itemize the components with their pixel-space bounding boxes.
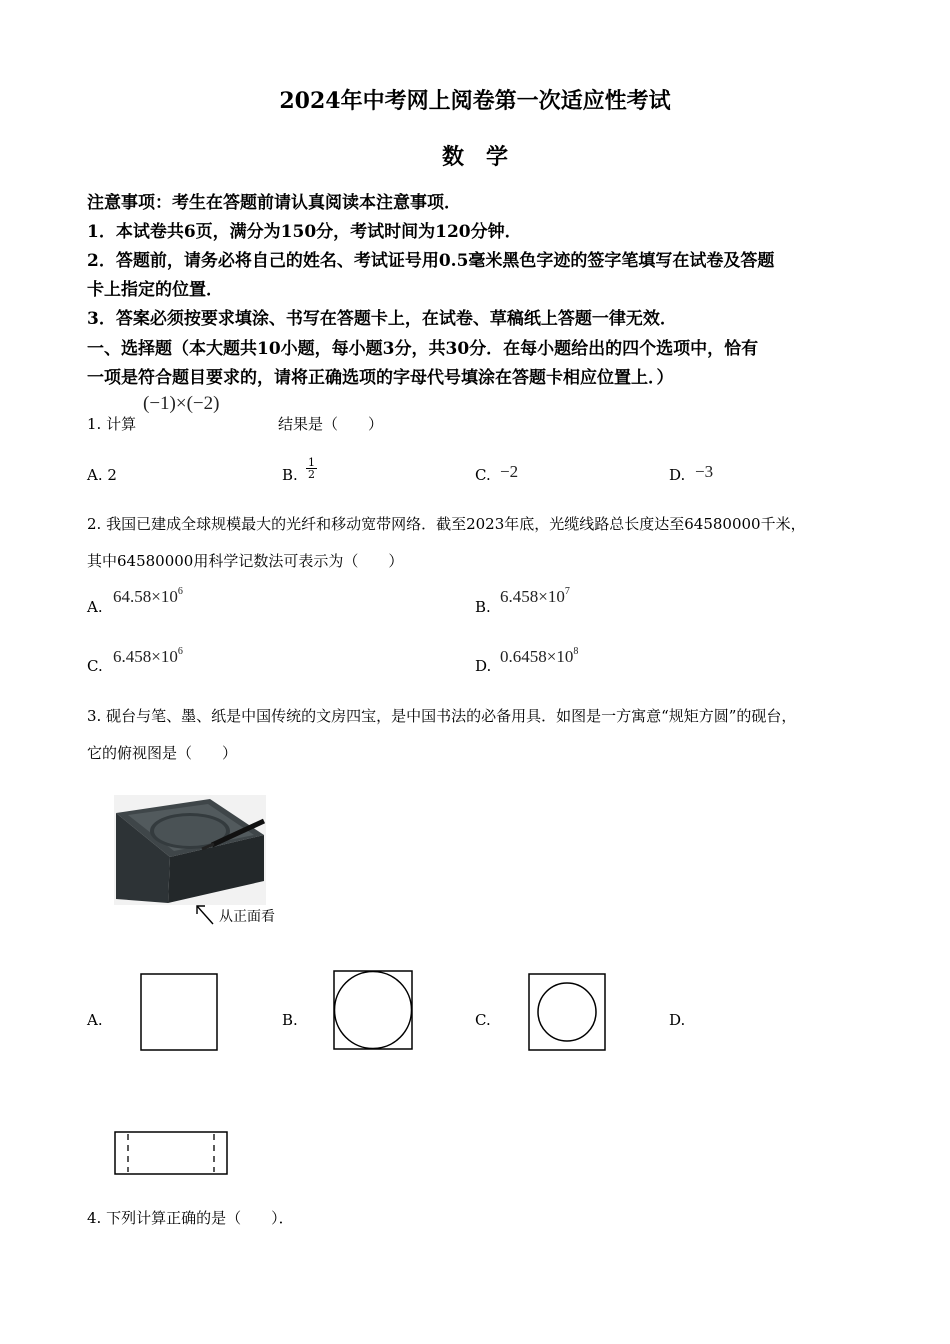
- q2-option-d: D.: [475, 657, 492, 675]
- q2-option-c: C.: [87, 657, 103, 675]
- q3-option-c-label: C.: [475, 1011, 491, 1029]
- section-heading-cont: 一项是符合题目要求的，请将正确选项的字母代号填涂在答题卡相应位置上．）: [87, 368, 674, 388]
- square-small-circle-icon: [528, 973, 606, 1051]
- notice-item: 1．本试卷共6页，满分为150分，考试时间为120分钟．: [87, 222, 522, 242]
- q2-option-b: B.: [475, 598, 491, 616]
- notice-item: 3．答案必须按要求填涂、书写在答题卡上，在试卷、草稿纸上答题一律无效．: [87, 309, 677, 329]
- subject-title: 数 学: [441, 144, 508, 170]
- q3-option-a-label: A.: [87, 1011, 103, 1029]
- inkstone-photo: [114, 795, 266, 905]
- fraction-denominator: 2: [308, 468, 315, 481]
- q2-option-b-value: $6.458\times 10^7$: [500, 586, 570, 606]
- q1-option-c: [475, 466, 491, 484]
- q1-prefix: 1. 计算: [87, 415, 137, 433]
- q1-option-b: [282, 466, 298, 484]
- q1-suffix: 结果是（ ）: [278, 415, 384, 433]
- q2-stem: 2. 我国已建成全球规模最大的光纤和移动宽带网络．截至2023年底，光缆线路总长度达至64580000千米，: [87, 515, 806, 533]
- option-value: 2: [107, 466, 117, 484]
- option-letter: B.: [282, 466, 298, 484]
- q2-option-a-value: $64.58\times 10^6$: [113, 586, 183, 606]
- fraction-numerator: 1: [308, 456, 315, 469]
- square-inscribed-circle-icon: [333, 970, 413, 1050]
- section-heading: 一、选择题（本大题共10小题，每小题3分，共30分．在每小题给出的四个选项中，恰有: [87, 339, 759, 359]
- q1-option-d: [669, 466, 685, 484]
- q1-option-a: [87, 466, 117, 484]
- q1-expression: (−1)×(−2): [143, 393, 220, 414]
- option-letter: C.: [475, 466, 491, 484]
- q2-option-c-value: $6.458\times 10^6$: [113, 646, 183, 666]
- notice-item: 卡上指定的位置．: [87, 280, 223, 300]
- q4-stem: 4. 下列计算正确的是（ ）．: [87, 1209, 294, 1227]
- notice-heading: 注意事项：考生在答题前请认真阅读本注意事项．: [87, 193, 461, 213]
- arrow-icon: [193, 900, 217, 928]
- option-letter: A.: [87, 466, 103, 484]
- q3-stem-cont: 它的俯视图是（ ）: [87, 744, 238, 762]
- rectangle-dashed-lines-icon: [114, 1131, 228, 1175]
- exam-title: 2024年中考网上阅卷第一次适应性考试: [279, 88, 671, 114]
- q2-stem-cont: 其中64580000用科学记数法可表示为（ ）: [87, 552, 404, 570]
- q1-option-b-fraction: [306, 451, 317, 480]
- q1-option-c-value: −2: [500, 462, 519, 481]
- q2-option-a: A.: [87, 598, 103, 616]
- option-letter: D.: [669, 466, 686, 484]
- photo-caption: 从正面看: [219, 909, 275, 925]
- notice-item: 2．答题前，请务必将自己的姓名、考试证号用0.5毫米黑色字迹的签字笔填写在试卷及答题: [87, 251, 775, 271]
- q2-option-d-value: $0.6458\times 10^8$: [500, 646, 579, 666]
- q3-stem: 3. 砚台与笔、墨、纸是中国传统的文房四宝，是中国书法的必备用具．如图是一方寓意“规矩方圆”的砚台，: [87, 707, 797, 725]
- q1-option-d-value: −3: [695, 462, 714, 481]
- q3-option-d-label: D.: [669, 1011, 686, 1029]
- q3-option-b-label: B.: [282, 1011, 298, 1029]
- square-icon: [140, 973, 218, 1051]
